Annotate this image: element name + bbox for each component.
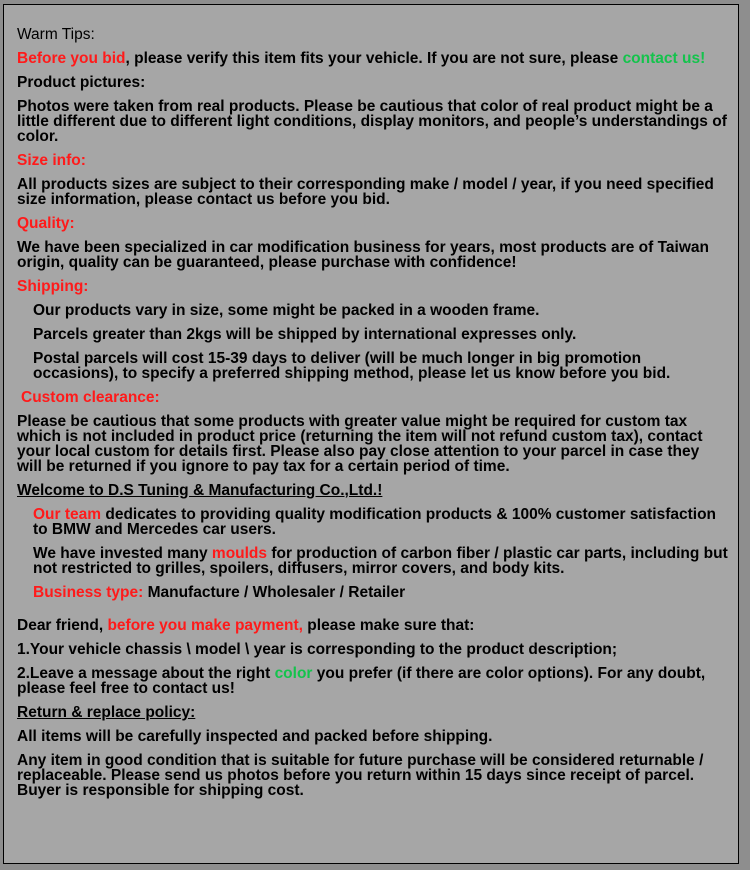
business-type-text: Manufacture / Wholesaler / Retailer xyxy=(143,584,406,601)
return-policy-line-2: Any item in good condition that is suitable for future purchase will be considered returnable / replaceable. Please send us photos before you return within 15 days since receipt of parcel. Buyer is responsible for shipping cost. xyxy=(17,752,704,799)
item2-post: you prefer (if there are color options). For any doubt, please feel free to contact us! xyxy=(17,665,706,697)
custom-clearance-body: Please be cautious that some products with greater value might be required for custom tax which is not included in product price (returning the item will not refund custom tax), contact your local custom for details first. Please also pay close attention to your parcel in case they will be returned if you ignore to pay tax for a certain period of time. xyxy=(17,413,703,475)
business-type-red: Business type: xyxy=(33,584,144,601)
quality-heading: Quality: xyxy=(17,215,75,232)
before-bid-text: , please verify this item fits your vehicle. If you are not sure, please xyxy=(125,50,623,67)
product-pictures-heading: Product pictures: xyxy=(17,74,146,91)
shipping-heading: Shipping: xyxy=(17,278,89,295)
our-team-line xyxy=(17,507,728,537)
moulds-post: for production of carbon fiber / plastic car parts, including but not restricted to grilles, spoilers, diffusers, mirror covers, and body kits. xyxy=(33,545,728,577)
contact-us-link[interactable]: contact us! xyxy=(622,50,706,67)
shipping-item: Our products vary in size, some might be packed in a wooden frame. xyxy=(33,302,540,319)
custom-clearance-heading: Custom clearance: xyxy=(21,389,160,406)
item2-green: color xyxy=(274,665,313,682)
requirement-item-1: 1.Your vehicle chassis \ model \ year is corresponding to the product description; xyxy=(17,641,618,658)
dear-pre: Dear friend, xyxy=(17,617,108,634)
our-team-red: Our team xyxy=(33,506,102,523)
business-type-line xyxy=(17,585,728,600)
return-policy-line-1: All items will be carefully inspected and packed before shipping. xyxy=(17,728,493,745)
shipping-item: Postal parcels will cost 15-39 days to deliver (will be much longer in big promotion occasions), to specify a preferred shipping method, please let us know before you bid. xyxy=(33,350,671,382)
our-team-text: dedicates to providing quality modification products & 100% customer satisfaction to BMW and Mercedes car users. xyxy=(33,506,717,538)
item2-pre: 2.Leave a message about the right xyxy=(17,665,275,682)
before-bid-red: Before you bid xyxy=(17,50,126,67)
quality-body: We have been specialized in car modification business for years, most products are of Taiwan origin, quality can be guaranteed, please purchase with confidence! xyxy=(17,239,709,271)
welcome-heading: Welcome to D.S Tuning & Manufacturing Co.,Ltd.! xyxy=(17,482,383,499)
dear-post: please make sure that: xyxy=(303,617,475,634)
before-bid-line xyxy=(17,51,728,66)
size-info-heading: Size info: xyxy=(17,152,86,169)
moulds-pre: We have invested many xyxy=(33,545,212,562)
moulds-line xyxy=(17,546,728,576)
moulds-red: moulds xyxy=(211,545,268,562)
shipping-item: Parcels greater than 2kgs will be shipped by international expresses only. xyxy=(33,326,577,343)
return-policy-heading: Return & replace policy: xyxy=(17,704,196,721)
dear-red: before you make payment, xyxy=(107,617,303,634)
size-info-body: All products sizes are subject to their corresponding make / model / year, if you need specified size information, please contact us before you bid. xyxy=(17,176,714,208)
warm-tips-heading: Warm Tips: xyxy=(17,26,95,43)
product-pictures-body: Photos were taken from real products. Please be cautious that color of real product might be a little different due to different light conditions, display monitors, and people’s understandings of color. xyxy=(17,98,727,145)
dear-friend-line xyxy=(17,618,728,633)
warm-tips-panel xyxy=(3,4,739,864)
requirement-item-2 xyxy=(17,666,728,696)
